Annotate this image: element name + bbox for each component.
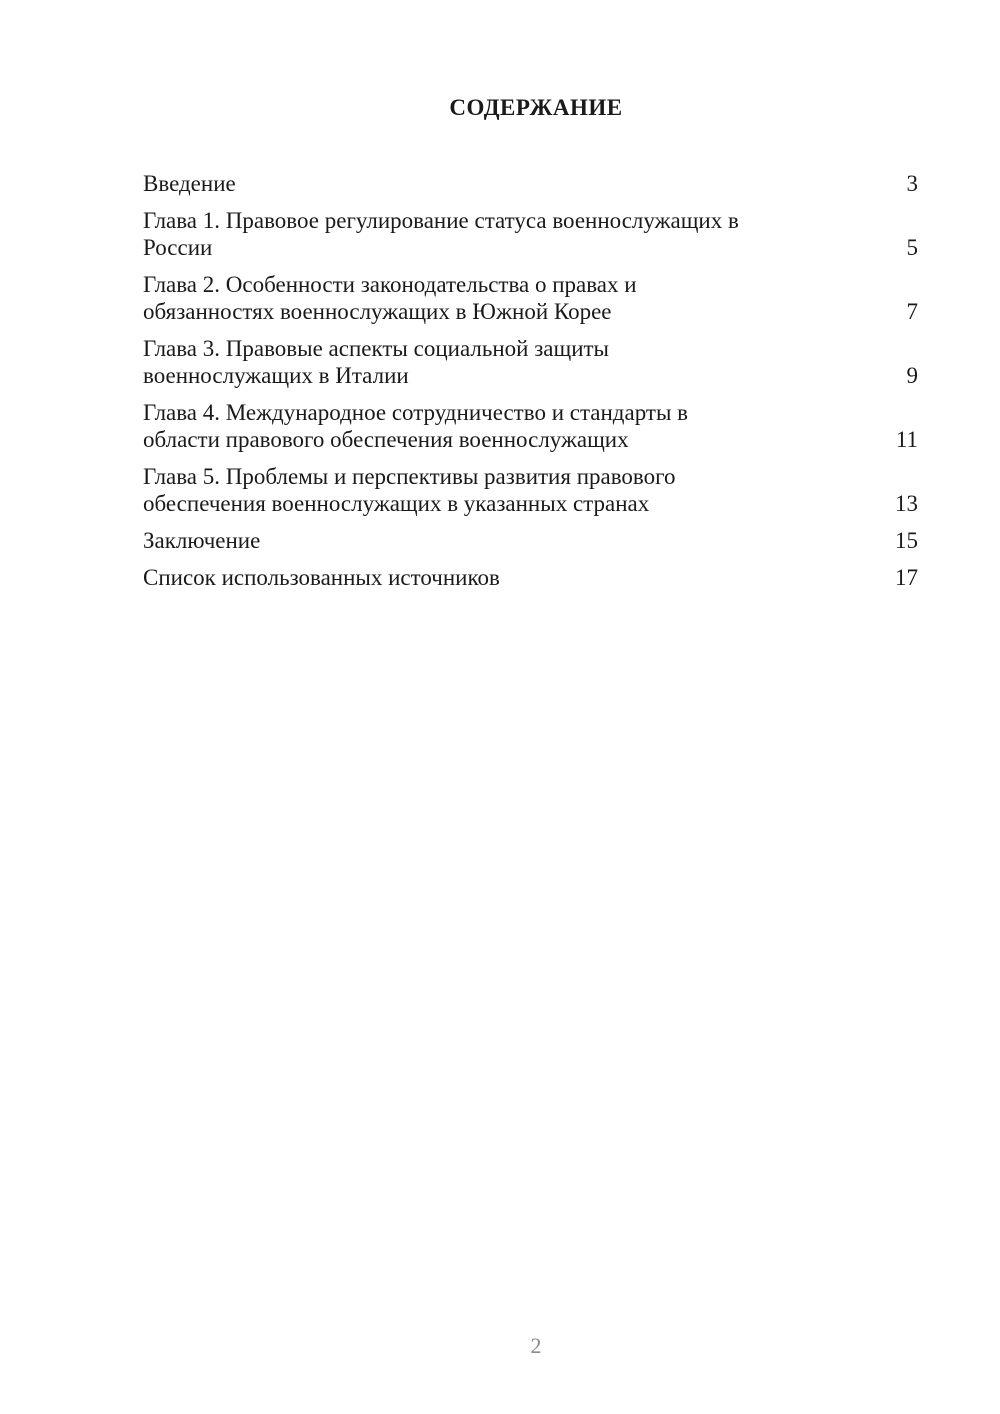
toc-entry-text: Глава 3. Правовые аспекты социальной защиты военнослужащих в Италии [143, 336, 610, 388]
toc-entry-text: Глава 5. Проблемы и перспективы развития правового обеспечения военнослужащих в указанных странах [143, 464, 676, 516]
toc-entry-page: 3 [906, 171, 918, 196]
toc-list [143, 170, 918, 601]
toc-entry-references [143, 564, 918, 591]
toc-entry-page: 11 [895, 427, 918, 452]
toc-entry-page: 13 [895, 491, 918, 516]
toc-entry-chapter-5 [143, 463, 918, 517]
toc-title: СОДЕРЖАНИЕ [449, 95, 623, 120]
toc-entry-page: 9 [906, 363, 918, 388]
toc-entry-page: 7 [906, 299, 918, 324]
toc-entry-page: 17 [895, 565, 918, 590]
toc-entry-introduction [143, 170, 918, 197]
page-number: 2 [530, 1333, 542, 1358]
toc-entry-chapter-4 [143, 399, 918, 453]
toc-entry-conclusion [143, 527, 918, 554]
toc-entry-page: 5 [906, 235, 918, 260]
toc-entry-chapter-1 [143, 207, 918, 261]
toc-entry-text: Введение [143, 171, 236, 196]
toc-entry-chapter-3 [143, 335, 918, 389]
toc-entry-text: Список использованных источников [143, 565, 500, 590]
toc-entry-text: Глава 1. Правовое регулирование статуса военнослужащих в России [143, 208, 739, 260]
toc-entry-chapter-2 [143, 271, 918, 325]
toc-entry-text: Глава 2. Особенности законодательства о правах и обязанностях военнослужащих в Южной Корее [143, 272, 637, 324]
toc-entry-text: Глава 4. Международное сотрудничество и стандарты в области правового обеспечения военнослужащих [143, 400, 689, 452]
toc-entry-text: Заключение [143, 528, 261, 553]
toc-entry-page: 15 [895, 528, 918, 553]
